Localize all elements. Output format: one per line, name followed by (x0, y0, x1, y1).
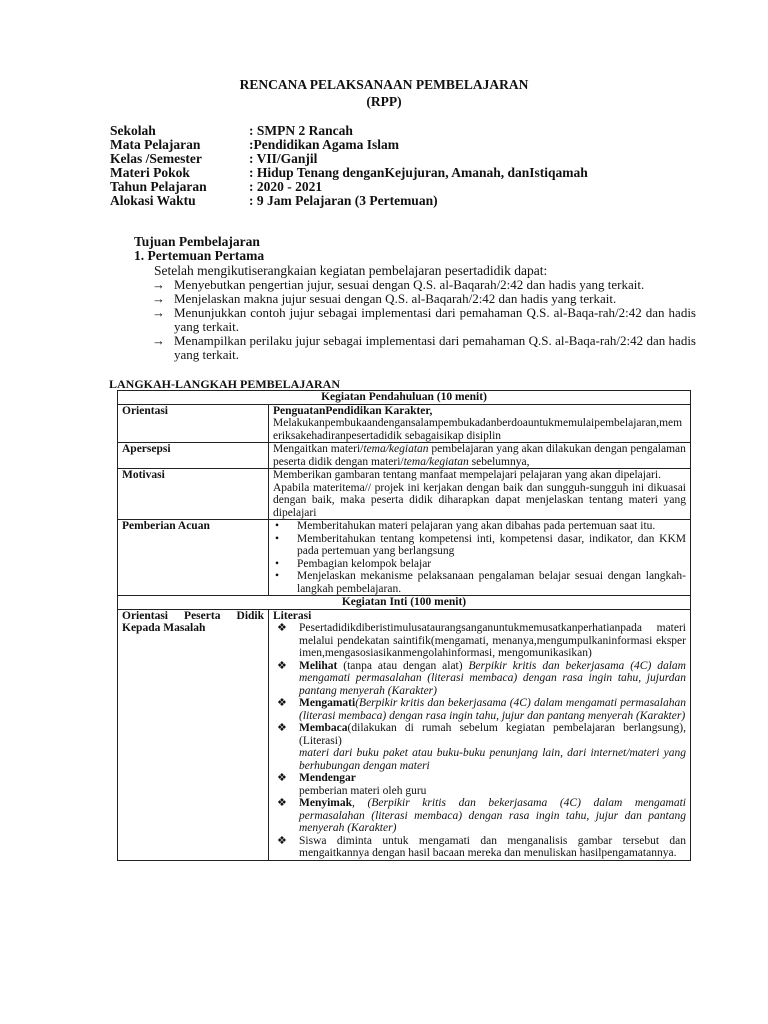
list-item (273, 533, 686, 558)
list-item-text: Memberitahukan materi pelajaran yang akan dibahas pada pertemuan saat itu. (297, 520, 656, 532)
tujuan-intro: Setelah mengikutiserangkaian kegiatan pembelajaran pesertadidik dapat: (154, 263, 548, 278)
motivasi-label: Motivasi (118, 469, 269, 520)
apersepsi-italic: tema/kegiatan (363, 443, 429, 455)
info-label: Tahun Pelajaran (110, 179, 207, 194)
arrow-right-icon: → (152, 277, 165, 292)
langkah-table (117, 390, 691, 861)
keyword: Mengamati (299, 697, 356, 709)
info-value: : Hidup Tenang denganKejujuran, Amanah, danIstiqamah (249, 165, 588, 180)
pendahuluan-header: Kegiatan Pendahuluan (10 menit) (118, 391, 691, 405)
table-row (118, 404, 691, 443)
list-item-italic: (Berpikir kritis dan bekerjasama (4C) dalam mengamati permasalahan (literasi membaca) dengan rasa ingin tahu, jujur dan pantang menyerah (Karakter) (299, 797, 686, 834)
table-row (118, 391, 691, 405)
list-item-text: , (352, 797, 368, 809)
tujuan-item (134, 292, 696, 306)
diamond-icon: ❖ (277, 772, 287, 784)
info-label: Alokasi Waktu (110, 193, 196, 208)
pertemuan-heading: 1. Pertemuan Pertama (134, 248, 265, 263)
info-label: Mata Pelajaran (110, 137, 201, 152)
document-title: RENCANA PELAKSANAAN PEMBELAJARAN (239, 77, 529, 92)
arrow-right-icon: → (152, 333, 165, 348)
bullet-icon: • (275, 570, 280, 582)
info-value: : SMPN 2 Rancah (249, 123, 353, 138)
orientasi-title: PenguatanPendidikan Karakter, (273, 404, 433, 417)
motivasi-text: Memberikan gambaran tentang manfaat mempelajari pelajaran yang akan dipelajari. (273, 469, 661, 481)
list-item-text: pemberian materi oleh guru (299, 784, 427, 797)
list-item-text: Siswa diminta untuk mengamati dan menganalisis gambar tersebut dan mengaitkannya dengan hasil bacaan mereka dan menuliskan hasilpengamatannya. (299, 834, 686, 859)
table-row (118, 443, 691, 469)
document-subtitle: (RPP) (366, 94, 402, 109)
inti-cell (269, 609, 691, 860)
list-item (273, 520, 686, 533)
list-item-italic: Berpikir kritis dan bekerjasama (4C) dalam mengamati permasalahan (literasi membaca) dengan rasa ingin tahu, jujurdan pantang menyerah (Karakter) (299, 659, 686, 697)
info-row-kelas (110, 152, 588, 166)
table-row (118, 469, 691, 520)
info-row-mapel (110, 138, 588, 152)
diamond-icon: ❖ (277, 697, 287, 709)
keyword: Melihat (299, 659, 338, 672)
info-row-materi (110, 166, 588, 180)
diamond-outline-icon: ❖ (277, 797, 287, 809)
list-item (273, 772, 686, 797)
list-item (273, 558, 686, 571)
table-row (118, 609, 691, 860)
tujuan-item-text: Menjelaskan makna jujur sesuai dengan Q.S. al-Baqarah/2:42 dan hadis yang terkait. (174, 291, 617, 306)
list-item (273, 797, 686, 835)
inti-header: Kegiatan Inti (100 menit) (118, 596, 691, 610)
table-row (118, 596, 691, 610)
info-row-sekolah (110, 124, 588, 138)
table-row (118, 520, 691, 596)
info-row-alokasi (110, 194, 588, 208)
list-item-text: Pesertadidikdiberistimulusataurangsanganuntukmemusatkanperhatianpada materi melalui pendekatan saintifik(mengamati, menanya,mengumpulkaninformasi eksperimen,mengasosiasikanmengolahinformasi, mengomunikasikan) (299, 622, 686, 659)
tujuan-item (134, 334, 696, 362)
info-label: Materi Pokok (110, 165, 190, 180)
list-item-italic: materi dari buku paket atau buku-buku penunjang lain, dari internet/materi yang berhubungan dengan materi (299, 747, 686, 772)
tujuan-item (134, 278, 696, 292)
tujuan-item-text: Menunjukkan contoh jujur sebagai implementasi dari pemahaman Q.S. al-Baqa-rah/2:42 dan hadis yang terkait. (174, 305, 696, 334)
apersepsi-italic: tema/kegiatan (403, 455, 469, 468)
tujuan-heading: Tujuan Pembelajaran (134, 234, 260, 249)
list-item-text: (tanpa atau dengan alat) (337, 659, 469, 672)
langkah-heading: LANGKAH-LANGKAH PEMBELAJARAN (109, 377, 341, 391)
apersepsi-label: Apersepsi (118, 443, 269, 469)
bullet-icon: • (275, 532, 280, 545)
list-item-text: Menjelaskan mekanisme pelaksanaan pengalaman belajar sesuai dengan langkah-langkah pembelajaran. (297, 570, 686, 595)
info-value: : 2020 - 2021 (249, 179, 323, 194)
arrow-right-icon: → (152, 305, 165, 320)
info-label: Kelas /Semester (110, 151, 202, 166)
diamond-outline-icon: ❖ (277, 659, 287, 672)
apersepsi-text: Mengaitkan materi/ (273, 443, 364, 455)
literasi-heading: Literasi (273, 609, 312, 622)
info-block (110, 124, 588, 208)
motivasi-text: Apabila materitema// projek ini kerjakan dengan baik dan sungguh-sungguh ini dikuasai dengan baik, maka peserta didik diharapkan dapat menjelaskan tentang materi yang dipelajari (273, 481, 686, 519)
diamond-icon: ❖ (277, 834, 287, 847)
list-item (273, 835, 686, 860)
info-row-tahun (110, 180, 588, 194)
list-item (273, 660, 686, 698)
tujuan-item-text: Menampilkan perilaku jujur sebagai implementasi dari pemahaman Q.S. al-Baqa-rah/2:42 dan hadis yang terkait. (174, 333, 696, 362)
keyword: Membaca (299, 722, 348, 734)
list-item-italic: (Berpikir kritis dan bekerjasama (4C) dalam mengamati permasalahan (literasi membaca) dengan rasa ingin tahu, jujur dan pantang menyerah (Karakter) (299, 697, 686, 722)
tujuan-item (134, 306, 696, 334)
keyword: Mendengar (299, 772, 356, 784)
list-item-text: Pembagian kelompok belajar (297, 557, 432, 570)
keyword: Menyimak (299, 797, 353, 809)
list-item-text: (dilakukan di rumah sebelum kegiatan pembelajaran berlangsung), (Literasi) (299, 722, 686, 747)
tujuan-section (134, 235, 696, 362)
inti-label: Orientasi Peserta Didik Kepada Masalah (118, 609, 269, 860)
info-value: :Pendidikan Agama Islam (249, 137, 400, 152)
list-item-text: Memberitahukan tentang kompetensi inti, kompetensi dasar, indikator, dan KKM pada pertemuan yang berlangsung (297, 532, 686, 557)
diamond-icon: ❖ (277, 622, 287, 634)
apersepsi-text: pembelajaran yang akan dilakukan dengan pengalaman peserta didik dengan materi/ (273, 443, 686, 468)
orientasi-cell (269, 404, 691, 443)
motivasi-cell (269, 469, 691, 520)
arrow-right-icon: → (152, 291, 165, 306)
acuan-label: Pemberian Acuan (118, 520, 269, 596)
info-value: : 9 Jam Pelajaran (3 Pertemuan) (249, 193, 438, 208)
bullet-icon: • (275, 520, 280, 532)
list-item (273, 622, 686, 660)
list-item (273, 722, 686, 772)
apersepsi-text: sebelumnya, (468, 455, 530, 468)
diamond-outline-icon: ❖ (277, 722, 287, 734)
apersepsi-cell (269, 443, 691, 469)
acuan-cell (269, 520, 691, 596)
info-label: Sekolah (110, 123, 156, 138)
orientasi-label: Orientasi (118, 404, 269, 443)
list-item (273, 697, 686, 722)
list-item (273, 570, 686, 595)
info-value: : VII/Ganjil (249, 151, 318, 166)
bullet-icon: • (275, 557, 280, 570)
orientasi-text: Melakukanpembukaandengansalampembukadanberdoauntukmemulaipembelajaran,memeriksakehadiranpesertadidik sebagaisikap disiplin (273, 417, 683, 442)
tujuan-item-text: Menyebutkan pengertian jujur, sesuai dengan Q.S. al-Baqarah/2:42 dan hadis yang terkait. (174, 277, 645, 292)
